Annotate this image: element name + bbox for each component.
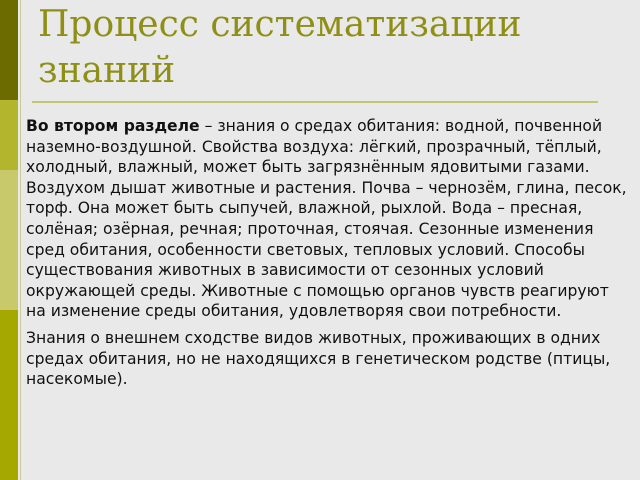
sidebar-block-light bbox=[0, 170, 18, 310]
sidebar-divider-line bbox=[20, 0, 21, 480]
paragraph-2: Знания о внешнем сходстве видов животных, проживающих в одних средах обитания, но не находящихся в генетическом родстве (птицы, насекомые). bbox=[26, 328, 611, 389]
paragraph-1-lead: Во втором разделе bbox=[26, 117, 200, 135]
sidebar-block-bottom bbox=[0, 310, 18, 480]
title-underline bbox=[32, 101, 598, 103]
slide-content bbox=[26, 116, 630, 396]
paragraph-1-body: – знания о средах обитания: водной, почвенной наземно-воздушной. Свойства воздуха: лёгкий, прозрачный, тёплый, холодный, влажный, может быть загрязнённым ядовитыми газами. Воздухом дышат животные и растения. Почва – чернозём, глина, песок, торф. Она может быть сыпучей, влажной, рыхлой. Вода – пресная, солёная; озёрная, речная; проточная, стоячая. Сезонные изменения сред обитания, особенности световых, тепловых условий. Способы существования животных в зависимости от сезонных условий окружающей среды. Животные с помощью органов чувств реагируют на изменение среды обитания, удовлетворяя свои потребности. bbox=[26, 117, 627, 321]
sidebar-block-mid bbox=[0, 100, 18, 170]
slide-title: Процесс систематизации знаний bbox=[38, 4, 522, 91]
sidebar-decoration bbox=[0, 0, 18, 480]
paragraph-1 bbox=[26, 116, 630, 322]
sidebar-block-dark bbox=[0, 0, 18, 100]
